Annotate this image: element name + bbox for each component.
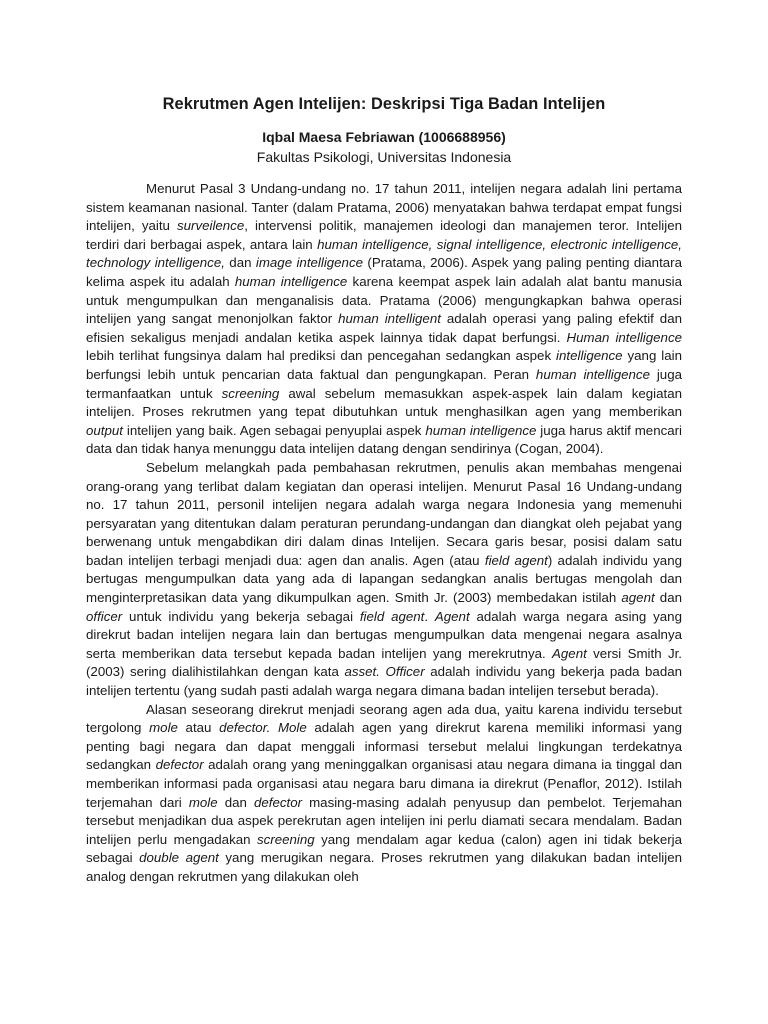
- text-run: ) adalah individu yang bertugas mengumpulkan data yang ada di lapangan sedangkan analis bertugas mengolah dan menginterpretasikan data yang dikumpulkan agen. Smith Jr. (2003) membedakan istilah: [86, 552, 682, 606]
- italic-term: asset. Officer: [344, 664, 425, 680]
- text-run: atau: [177, 720, 220, 736]
- italic-term: human intelligent: [338, 311, 441, 327]
- italic-term: agent: [621, 590, 655, 606]
- text-run: , intervensi politik, manajemen ideologi dan manajemen teror. Intelijen terdiri dari berbagai aspek, antara lain: [86, 218, 682, 252]
- italic-term: officer: [86, 608, 123, 624]
- text-run: dan: [224, 255, 256, 271]
- italic-term: field agent: [484, 552, 548, 568]
- text-run: Menurut Pasal 3 Undang-undang no. 17 tahun 2011, intelijen negara adalah lini pertama sistem keamanan nasional. Tanter (dalam Pratama, 2006) menyatakan bahwa terdapat empat fungsi intelijen, yaitu: [86, 181, 682, 234]
- italic-term: human intelligence, signal intelligence, electronic intelligence, technology intelligence,: [86, 236, 682, 271]
- body-text: [86, 180, 682, 887]
- paragraph-2: [86, 459, 682, 701]
- text-run: masing-masing adalah penyusup dan pembelot. Terjemahan tersebut menjadikan dua aspek perekrutan agen intelijen ini perlu diamati secara mendalam. Badan intelijen perlu mengadakan: [86, 794, 682, 847]
- text-run: intelijen yang baik. Agen sebagai penyuplai aspek: [122, 422, 426, 438]
- text-run: juga harus aktif mencari data dan tidak hanya menunggu data intelijen datang dengan sendirinya (Cogan, 2004).: [86, 422, 683, 457]
- italic-term: image intelligence: [255, 255, 364, 271]
- italic-term: Human intelligence: [566, 329, 682, 345]
- italic-term: screening: [257, 831, 315, 847]
- italic-term: mole: [188, 794, 218, 810]
- paragraph-1: [86, 180, 682, 459]
- italic-term: output: [86, 422, 123, 438]
- italic-term: double agent: [139, 850, 219, 866]
- author-name: Iqbal Maesa Febriawan (1006688956): [262, 129, 506, 145]
- text-run: yang merugikan negara. Proses rekrutmen yang dilakukan badan intelijen analog dengan rekrutmen yang dilakukan oleh: [86, 850, 683, 884]
- document-title: Rekrutmen Agen Intelijen: Deskripsi Tiga Badan Intelijen: [162, 95, 606, 113]
- text-run: adalah orang yang meninggalkan organisasi atau negara dimana ia tinggal dan memberikan informasi pada organisasi atau negara baru dimana ia direkrut (Penaflor, 2012). Istilah terjemahan dari: [86, 757, 682, 810]
- text-run: yang mendalam agar kedua (calon) agen ini tidak bekerja sebagai: [86, 831, 682, 866]
- text-run: (Pratama, 2006). Aspek yang paling penting diantara kelima aspek itu adalah: [86, 255, 682, 289]
- text-run: adalah agen yang direkrut karena memiliki informasi yang penting bagi negara dan dapat menggali informasi tersebut melalui lingkungan terdekatnya sedangkan: [86, 720, 682, 773]
- italic-term: field agent: [359, 608, 425, 624]
- italic-term: surveilence: [176, 218, 245, 234]
- text-run: karena keempat aspek lain adalah alat bantu manusia untuk mengumpulkan dan menganalisis data. Pratama (2006) mengungkapkan bahwa operasi intelijen yang sangat menonjolkan faktor: [86, 273, 682, 327]
- text-run: awal sebelum memasukkan aspek-aspek lain dalam kegiatan intelijen. Proses rekrutmen yang tepat dibutuhkan untuk menghasilkan agen yang memberikan: [86, 385, 682, 420]
- author-affiliation: Fakultas Psikologi, Universitas Indonesia: [256, 149, 512, 165]
- italic-term: human intelligence: [425, 422, 537, 438]
- text-run: yang lain berfungsi lebih untuk pencarian data faktual dan pengungkapan. Peran: [86, 348, 682, 382]
- text-run: adalah operasi yang paling efektif dan efisien sekaligus menjadi andalan ketika aspek lainnya tidak dapat berfungsi.: [86, 311, 682, 345]
- italic-term: Agent: [434, 608, 470, 624]
- text-run: untuk individu yang bekerja sebagai: [122, 608, 360, 624]
- text-run: Alasan seseorang direkrut menjadi seorang agen ada dua, yaitu karena individu tersebut tergolong: [86, 701, 682, 736]
- text-run: adalah individu yang bekerja pada badan intelijen tertentu (yang sudah pasti adalah warga negara dimana badan intelijen tersebut berada).: [86, 664, 683, 699]
- italic-term: human intelligence: [234, 273, 348, 289]
- text-run: dan: [217, 794, 254, 810]
- text-run: dan: [654, 590, 682, 606]
- text-run: adalah warga negara asing yang direkrut badan intelijen negara lain dan bertugas mengumpulkan data mengenai negara asalnya serta memberikan data tersebut kepada badan intelijen yang merekrutnya.: [86, 608, 682, 661]
- text-run: lebih terlihat fungsinya dalam hal prediksi dan pencegahan sedangkan aspek: [86, 348, 557, 364]
- text-run: versi Smith Jr. (2003) sering dialihistilahkan dengan kata: [86, 645, 682, 680]
- italic-term: intelligence: [556, 348, 623, 364]
- italic-term: human intelligence: [535, 366, 650, 382]
- text-run: .: [424, 608, 435, 624]
- italic-term: screening: [221, 385, 280, 401]
- italic-term: Agent: [552, 645, 587, 661]
- text-run: Sebelum melangkah pada pembahasan rekrutmen, penulis akan membahas mengenai orang-orang yang terlibat dalam kegiatan dan operasi intelijen. Menurut Pasal 16 Undang-undang no. 17 tahun 2011, personil intelijen negara adalah warga negara Indonesia yang memenuhi persyaratan yang ditentukan dalam peraturan perundang-undangan dan diangkat oleh pejabat yang berwenang untuk mengabdikan diri dalam dinas Intelijen. Secara garis besar, posisi dalam satu badan intelijen terbagi menjadi dua: agen dan analis. Agen (atau: [86, 459, 682, 568]
- italic-term: defector: [253, 794, 303, 810]
- italic-term: mole: [149, 720, 178, 736]
- italic-term: defector. Mole: [219, 720, 307, 736]
- text-run: juga termanfaatkan untuk: [86, 366, 682, 401]
- paragraph-3: [86, 701, 682, 887]
- italic-term: defector: [155, 757, 204, 773]
